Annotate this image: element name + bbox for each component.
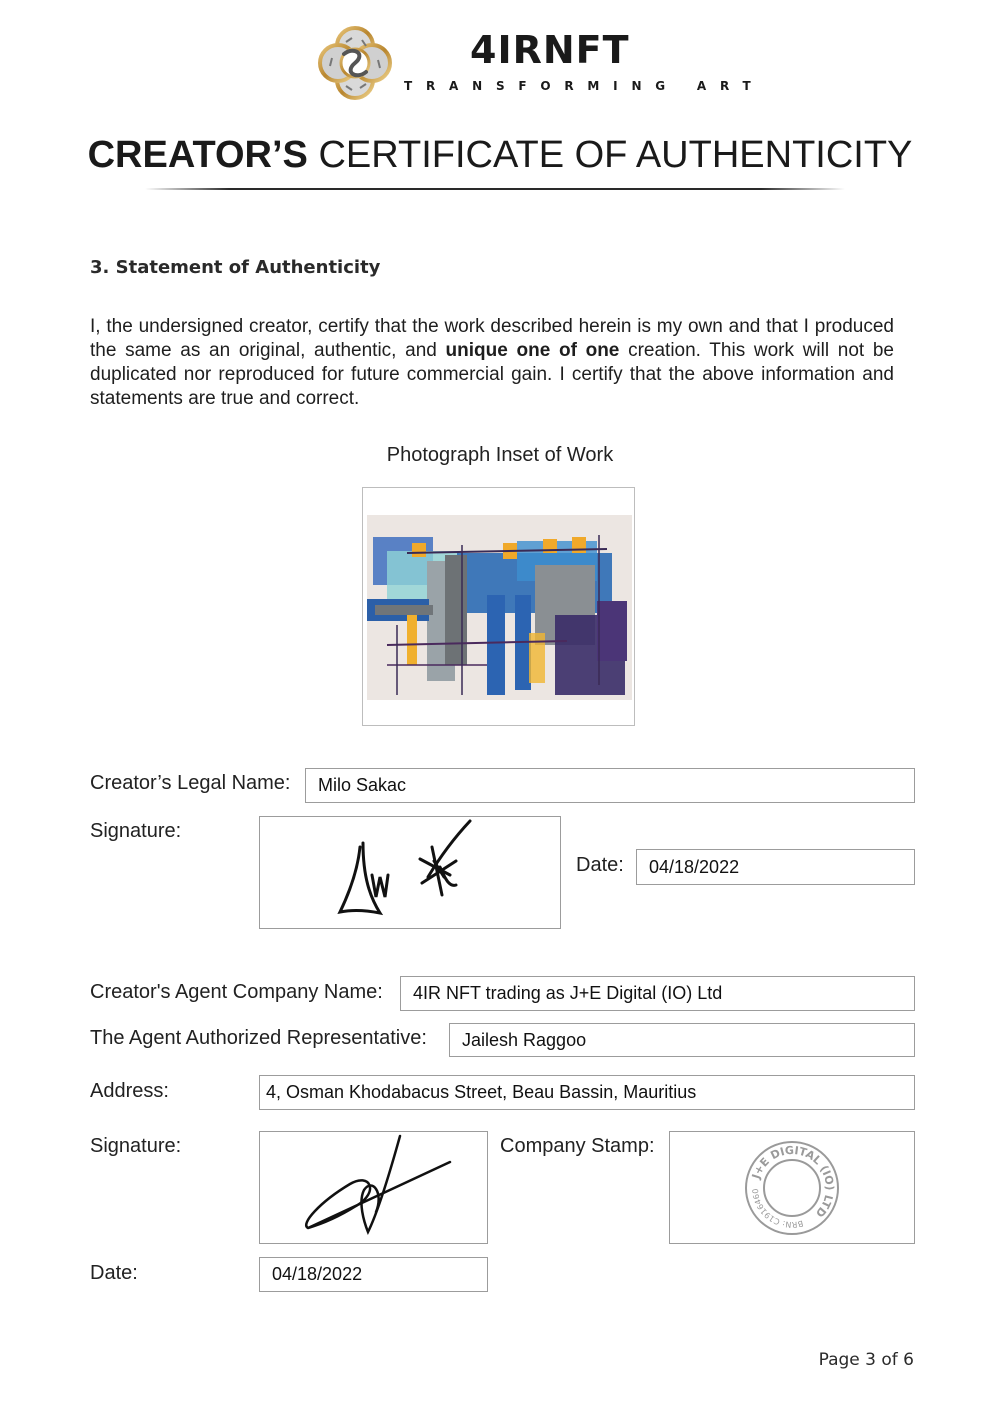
statement-text-end: creation. This work will not be duplicated nor reproduced for future commercial gain. I certify that the above information and statements are true and correct. [90,340,895,409]
agent-company-field[interactable]: 4IR NFT trading as J+E Digital (IO) Ltd [400,976,915,1011]
agent-signature-box [259,1131,488,1244]
certificate-title-bold: CREATOR’S [87,134,308,176]
agent-representative-label: The Agent Authorized Representative: [90,1027,427,1049]
title-divider [145,188,845,190]
agent-date-label: Date: [90,1262,138,1284]
agent-date-field[interactable]: 04/18/2022 [259,1257,488,1292]
agent-address-field[interactable]: 4, Osman Khodabacus Street, Beau Bassin, Mauritius [259,1075,915,1110]
brand-name: 4IRNFT [470,28,630,72]
authenticity-statement [90,315,894,411]
photo-caption: Photograph Inset of Work [386,444,614,466]
infinity-knot-logo-icon [316,24,394,102]
brand-tagline: TRANSFORMING ART [404,79,765,93]
artwork-photo [367,515,632,700]
agent-representative-field[interactable]: Jailesh Raggoo [449,1023,915,1057]
creator-date-field[interactable]: 04/18/2022 [636,849,915,885]
creator-legal-name-field[interactable]: Milo Sakac [305,768,915,803]
creator-signature-box [259,816,561,929]
statement-text-bold: unique one of one [445,340,620,361]
stamp-company-text: J+E DIGITAL (IO) LTD [749,1143,837,1220]
creator-signature-label: Signature: [90,820,182,842]
company-stamp-label: Company Stamp: [500,1135,655,1157]
certificate-title-regular: CERTIFICATE OF AUTHENTICITY [318,134,913,176]
agent-signature-image [260,1132,487,1243]
creator-date-label: Date: [576,854,624,876]
statement-text-start: I, the undersigned creator, certify that the work described herein is my own and that I produced the same as an original, authentic, and [90,316,894,361]
agent-company-label: Creator's Agent Company Name: [90,981,383,1003]
section-heading: 3. Statement of Authenticity [90,257,381,278]
artwork-photo-frame [362,487,635,726]
creator-legal-name-label: Creator’s Legal Name: [90,772,291,794]
agent-signature-label: Signature: [90,1135,182,1157]
agent-address-label: Address: [90,1080,169,1102]
company-stamp-box [669,1131,915,1244]
page-number: Page 3 of 6 [818,1350,914,1370]
creator-signature-image [260,817,560,928]
stamp-brn-text: BRN: C1916460 [750,1188,805,1230]
certificate-title [0,134,1000,177]
company-stamp-image [670,1132,914,1243]
